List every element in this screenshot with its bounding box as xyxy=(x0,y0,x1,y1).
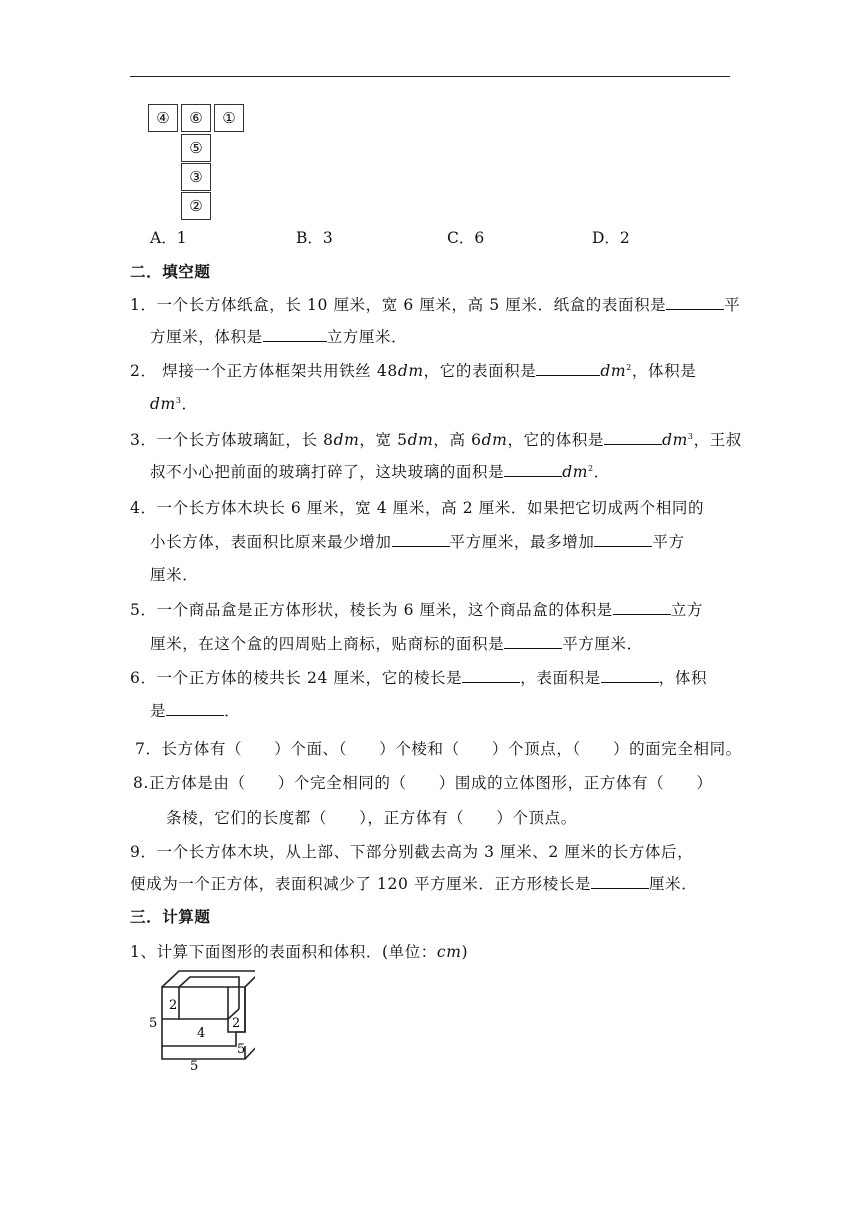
question-1-line-2: 方厘米，体积是 立方厘米． xyxy=(150,328,408,346)
question-9-line-1: 9．一个长方体木块，从上部、下部分别截去高为 3 厘米、2 厘米的长方体后， xyxy=(130,843,694,861)
net-cell: ⑤ xyxy=(181,134,211,162)
answer-blank[interactable] xyxy=(536,361,600,376)
dim-label: 4 xyxy=(197,1026,206,1041)
question-3-line-1: 3．一个长方体玻璃缸，长 8dm，宽 5dm，高 6dm，它的体积是 $dm^3$，王叔 xyxy=(130,431,742,449)
net-cell: ② xyxy=(181,192,211,220)
net-cell: ③ xyxy=(181,163,211,191)
answer-blank[interactable] xyxy=(594,532,652,547)
question-4-line-2: 小长方体，表面积比原来最少增加 平方厘米，最多增加 平方 xyxy=(150,533,685,551)
question-2-line-2: $dm^3$． xyxy=(150,395,198,413)
answer-blank[interactable] xyxy=(166,701,224,716)
answer-blank[interactable] xyxy=(604,430,662,445)
option-c: C．6 xyxy=(447,229,485,247)
question-4-line-3: 厘米． xyxy=(150,566,199,584)
question-3-line-2: 叔不小心把前面的玻璃打碎了，这块玻璃的面积是 $dm^2$． xyxy=(150,463,610,481)
answer-blank[interactable] xyxy=(504,634,562,649)
option-b: B．3 xyxy=(296,229,333,247)
question-7: 7．长方体有（ ）个面、（ ）个棱和（ ）个顶点，（ ）的面完全相同。 xyxy=(135,740,742,758)
question-6-line-1: 6．一个正方体的棱共长 24 厘米，它的棱长是 ，表面积是 ，体积 xyxy=(130,669,708,687)
header-rule xyxy=(130,76,730,77)
answer-blank[interactable] xyxy=(591,874,649,889)
calc-question-1: 1、计算下面图形的表面积和体积．(单位：cm) xyxy=(130,943,469,961)
notched-cube-figure xyxy=(145,965,255,1075)
question-4-line-1: 4．一个长方体木块长 6 厘米，宽 4 厘米，高 2 厘米．如果把它切成两个相同的 xyxy=(130,499,705,517)
question-8-line-2: 条棱，它们的长度都（ ），正方体有（ ）个顶点。 xyxy=(166,809,577,827)
dim-label: 5 xyxy=(237,1042,246,1057)
section-title-fill-in: 二．填空题 xyxy=(130,262,211,281)
answer-blank[interactable] xyxy=(462,668,520,683)
section-title-calculation: 三．计算题 xyxy=(130,907,211,926)
dim-label: 5 xyxy=(190,1059,199,1074)
question-8-line-1: 8.正方体是由（ ）个完全相同的（ ）围成的立体图形，正方体有（ ） xyxy=(133,774,713,792)
answer-blank[interactable] xyxy=(601,668,659,683)
net-cell: ① xyxy=(214,104,244,132)
answer-blank[interactable] xyxy=(504,462,562,477)
dim-label: 5 xyxy=(149,1016,158,1031)
net-cell: ⑥ xyxy=(181,104,211,132)
answer-blank[interactable] xyxy=(666,295,724,310)
question-6-line-2: 是 ． xyxy=(150,702,241,720)
question-9-line-2: 便成为一个正方体，表面积减少了 120 平方厘米．正方形棱长是 厘米． xyxy=(130,875,698,893)
option-d: D．2 xyxy=(592,229,630,247)
answer-blank[interactable] xyxy=(263,327,327,342)
option-a: A．1 xyxy=(150,229,187,247)
question-2-line-1: 2． 焊接一个正方体框架共用铁丝 48dm，它的表面积是 $dm^2$，体积是 xyxy=(130,362,697,380)
net-cell: ④ xyxy=(148,104,178,132)
question-1-line-1: 1．一个长方体纸盒，长 10 厘米，宽 6 厘米，高 5 厘米．纸盒的表面积是 平 xyxy=(130,296,741,314)
answer-blank[interactable] xyxy=(392,532,450,547)
dim-label: 2 xyxy=(232,1016,241,1031)
question-5-line-1: 5．一个商品盒是正方体形状，棱长为 6 厘米，这个商品盒的体积是 立方 xyxy=(130,601,703,619)
answer-blank[interactable] xyxy=(613,600,671,615)
question-5-line-2: 厘米，在这个盒的四周贴上商标，贴商标的面积是 平方厘米． xyxy=(150,635,643,653)
dim-label: 2 xyxy=(169,998,178,1013)
